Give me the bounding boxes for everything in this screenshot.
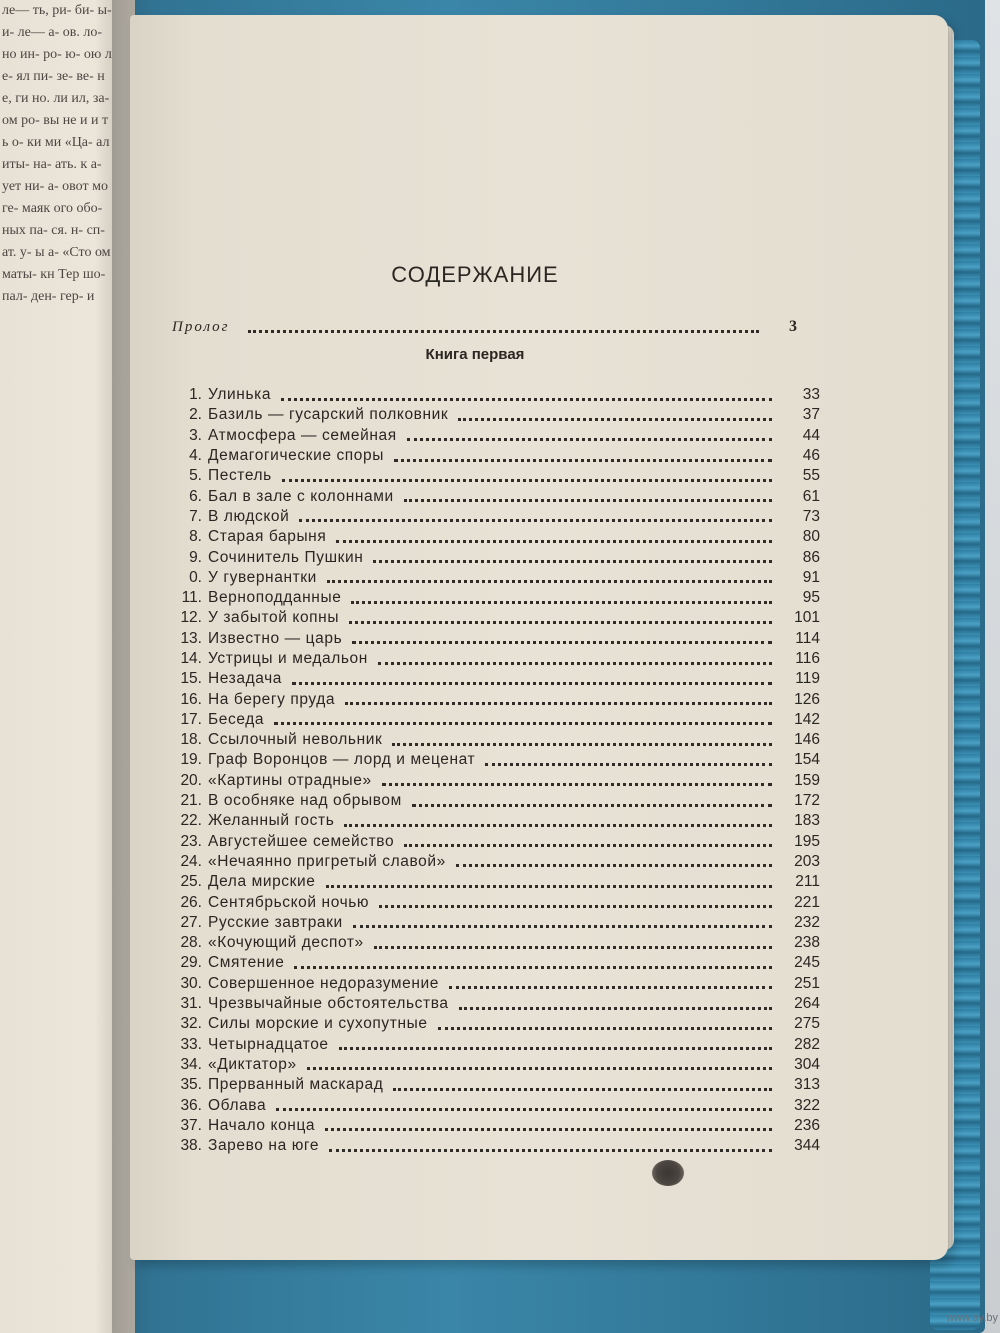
chapter-title: Дела мирские bbox=[208, 873, 316, 891]
dot-leader bbox=[339, 1047, 772, 1050]
dot-leader bbox=[392, 743, 772, 746]
left-page-text: ле— ть, ри- би- ы- и- ле— а- ов. ло- но ин- ро- ю- ою ле- ял пи- зе- ве- не, ги но. ли ил, за- ом ро- вы не и и ть о- ки ми «Ца- ал иты- на- ать. к а- ует ни- а- овот моге- маяк ого обо- ных па- ся. н- сп- ат. у- ы а- «Сто ом маты- кн Тер шо- пал- ден- гер- и bbox=[2, 3, 112, 304]
chapter-number: 19. bbox=[180, 751, 202, 769]
chapter-title: Демагогические споры bbox=[208, 447, 384, 465]
chapter-number: 11. bbox=[181, 589, 202, 607]
dot-leader bbox=[292, 682, 772, 685]
chapter-title: Желанный гость bbox=[208, 812, 335, 830]
chapter-page: 275 bbox=[794, 1015, 820, 1033]
chapter-number: 0. bbox=[189, 568, 202, 586]
chapter-title: Пестель bbox=[208, 467, 272, 485]
chapter-title: Смятение bbox=[208, 954, 285, 972]
chapter-title: Известно — царь bbox=[208, 629, 343, 647]
chapter-number: 36. bbox=[180, 1096, 202, 1114]
chapter-entry bbox=[168, 710, 820, 730]
dot-leader bbox=[485, 763, 772, 766]
chapter-entry bbox=[168, 689, 820, 709]
chapter-title: Русские завтраки bbox=[208, 913, 343, 931]
chapter-title: В особняке над обрывом bbox=[208, 792, 402, 810]
chapter-entry bbox=[168, 933, 820, 953]
chapter-title: Чрезвычайные обстоятельства bbox=[208, 995, 449, 1013]
chapter-title: У гувернантки bbox=[208, 568, 317, 586]
dot-leader bbox=[336, 540, 772, 543]
chapter-entry bbox=[168, 426, 820, 446]
chapter-title: Прерванный маскарад bbox=[208, 1076, 384, 1094]
chapter-page: 313 bbox=[794, 1076, 820, 1094]
chapter-entry bbox=[168, 466, 820, 486]
chapter-entry bbox=[168, 1055, 820, 1075]
chapter-page: 146 bbox=[794, 731, 820, 749]
dot-leader bbox=[352, 641, 772, 644]
chapter-number: 2. bbox=[189, 406, 202, 424]
chapter-entry bbox=[168, 913, 820, 933]
chapter-number: 26. bbox=[180, 893, 202, 911]
chapter-title: Облава bbox=[208, 1096, 267, 1114]
chapter-page: 264 bbox=[794, 995, 820, 1013]
dot-leader bbox=[458, 418, 772, 421]
chapter-entry bbox=[168, 405, 820, 425]
prologue-page: 3 bbox=[789, 318, 797, 335]
chapter-entry bbox=[168, 547, 820, 567]
dot-leader bbox=[449, 986, 772, 989]
chapter-page: 114 bbox=[795, 629, 820, 647]
dot-leader bbox=[412, 804, 772, 807]
chapter-number: 28. bbox=[180, 934, 202, 952]
chapter-title: «Картины отрадные» bbox=[208, 771, 372, 789]
chapter-number: 6. bbox=[189, 487, 202, 505]
dot-leader bbox=[299, 519, 772, 522]
chapter-entry bbox=[168, 730, 820, 750]
chapter-page: 95 bbox=[802, 589, 820, 607]
chapter-page: 245 bbox=[794, 954, 820, 972]
chapter-page: 37 bbox=[802, 406, 820, 424]
prologue-label: Пролог bbox=[172, 318, 230, 335]
chapter-entry bbox=[168, 1136, 820, 1156]
chapter-page: 238 bbox=[794, 934, 820, 952]
chapter-number: 3. bbox=[189, 426, 202, 444]
dot-leader bbox=[378, 662, 772, 665]
chapter-page: 221 bbox=[794, 893, 820, 911]
chapter-entry bbox=[168, 832, 820, 852]
chapter-number: 1. bbox=[189, 386, 202, 404]
chapter-number: 38. bbox=[180, 1137, 202, 1155]
dot-leader bbox=[294, 966, 772, 969]
chapter-page: 116 bbox=[795, 650, 820, 667]
chapter-entry bbox=[168, 994, 820, 1014]
chapter-title: Верноподданные bbox=[208, 589, 342, 607]
chapter-entry bbox=[168, 1116, 820, 1136]
chapter-page: 183 bbox=[794, 812, 820, 830]
dot-leader bbox=[404, 499, 772, 502]
chapter-page: 344 bbox=[794, 1137, 820, 1155]
dot-leader bbox=[404, 844, 772, 847]
dot-leader bbox=[248, 330, 759, 333]
chapter-entry bbox=[168, 649, 820, 669]
dot-leader bbox=[274, 722, 772, 725]
toc-title: СОДЕРЖАНИЕ bbox=[391, 262, 559, 287]
dot-leader bbox=[382, 783, 772, 786]
chapter-entry bbox=[168, 1035, 820, 1055]
chapter-number: 32. bbox=[180, 1015, 202, 1033]
dot-leader bbox=[307, 1067, 772, 1070]
chapter-number: 13. bbox=[180, 629, 202, 647]
chapter-entry bbox=[168, 486, 820, 506]
chapter-page: 203 bbox=[794, 852, 820, 870]
chapter-title: Беседа bbox=[208, 710, 265, 728]
chapter-entry bbox=[168, 588, 820, 608]
chapter-title: Четырнадцатое bbox=[208, 1035, 329, 1053]
chapter-page: 282 bbox=[794, 1035, 820, 1053]
chapter-entry bbox=[168, 974, 820, 994]
watermark: www.ay.by bbox=[946, 1312, 998, 1324]
chapter-title: Бал в зале с колоннами bbox=[208, 487, 394, 505]
chapter-number: 34. bbox=[180, 1055, 202, 1073]
chapter-number: 5. bbox=[189, 467, 202, 485]
chapter-page: 159 bbox=[794, 771, 820, 789]
chapter-page: 304 bbox=[794, 1055, 820, 1073]
chapter-page: 91 bbox=[802, 568, 820, 586]
chapter-number: 24. bbox=[180, 852, 202, 870]
chapter-entry bbox=[168, 385, 820, 405]
chapter-title: Зарево на юге bbox=[208, 1137, 320, 1155]
chapter-title: Незадача bbox=[208, 670, 283, 688]
chapter-entry bbox=[168, 629, 820, 649]
chapter-number: 7. bbox=[189, 507, 202, 525]
chapter-number: 30. bbox=[180, 974, 202, 992]
chapter-title: Ссылочный невольник bbox=[208, 731, 383, 749]
chapter-page: 211 bbox=[795, 873, 820, 891]
dot-leader bbox=[344, 824, 772, 827]
chapter-title: Сентябрьской ночью bbox=[208, 893, 370, 911]
chapter-title: Улинька bbox=[208, 386, 272, 404]
dot-leader bbox=[456, 864, 772, 867]
chapter-entry bbox=[168, 507, 820, 527]
chapter-number: 18. bbox=[180, 731, 202, 749]
chapter-number: 9. bbox=[189, 548, 202, 566]
chapter-number: 37. bbox=[180, 1116, 202, 1134]
chapter-page: 195 bbox=[794, 832, 820, 850]
chapter-number: 29. bbox=[180, 954, 202, 972]
chapter-number: 8. bbox=[189, 528, 202, 546]
chapter-entry bbox=[168, 1014, 820, 1034]
chapter-number: 25. bbox=[180, 873, 202, 891]
dot-leader bbox=[373, 560, 772, 563]
chapter-page: 172 bbox=[794, 792, 820, 810]
chapter-title: Августейшее семейство bbox=[208, 832, 395, 850]
chapter-page: 44 bbox=[802, 426, 820, 444]
chapter-entry bbox=[168, 872, 820, 892]
chapter-page: 232 bbox=[794, 913, 820, 931]
dot-leader bbox=[353, 925, 772, 928]
chapter-entry bbox=[168, 750, 820, 770]
dot-leader bbox=[438, 1027, 772, 1030]
dot-leader bbox=[351, 601, 772, 604]
dot-leader bbox=[394, 459, 772, 462]
prologue-entry bbox=[172, 314, 797, 340]
chapter-page: 86 bbox=[802, 548, 820, 566]
chapter-title: «Диктатор» bbox=[208, 1055, 297, 1073]
chapter-number: 14. bbox=[180, 650, 202, 667]
chapter-page: 142 bbox=[794, 710, 820, 728]
dot-leader bbox=[327, 580, 772, 583]
chapter-page: 33 bbox=[802, 386, 820, 404]
chapter-page: 126 bbox=[794, 690, 820, 708]
chapter-number: 21. bbox=[180, 792, 202, 810]
dot-leader bbox=[329, 1149, 772, 1152]
dot-leader bbox=[326, 885, 772, 888]
chapter-page: 154 bbox=[794, 751, 820, 769]
chapter-title: Базиль — гусарский полковник bbox=[208, 406, 449, 424]
chapter-page: 55 bbox=[802, 467, 820, 485]
dot-leader bbox=[276, 1108, 772, 1111]
chapter-number: 22. bbox=[180, 812, 202, 830]
chapter-number: 12. bbox=[180, 609, 202, 627]
dot-leader bbox=[379, 905, 772, 908]
chapter-entry bbox=[168, 527, 820, 547]
dot-leader bbox=[281, 398, 772, 401]
chapter-page: 236 bbox=[794, 1116, 820, 1134]
chapter-list bbox=[168, 385, 820, 1156]
chapter-page: 322 bbox=[794, 1096, 820, 1114]
chapter-entry bbox=[168, 771, 820, 791]
chapter-entry bbox=[168, 608, 820, 628]
chapter-page: 101 bbox=[794, 609, 820, 627]
chapter-entry bbox=[168, 1095, 820, 1115]
chapter-title: Устрицы и медальон bbox=[208, 650, 368, 667]
chapter-entry bbox=[168, 1075, 820, 1095]
chapter-entry bbox=[168, 811, 820, 831]
chapter-page: 119 bbox=[795, 670, 820, 688]
dot-leader bbox=[393, 1088, 772, 1091]
chapter-title: Старая барыня bbox=[208, 528, 327, 546]
chapter-page: 80 bbox=[802, 528, 820, 546]
chapter-title: «Кочующий деспот» bbox=[208, 934, 364, 952]
chapter-entry bbox=[168, 953, 820, 973]
dot-leader bbox=[407, 438, 772, 441]
chapter-entry bbox=[168, 791, 820, 811]
chapter-title: В людской bbox=[208, 507, 290, 525]
chapter-number: 17. bbox=[180, 710, 202, 728]
chapter-page: 61 bbox=[802, 487, 820, 505]
chapter-entry bbox=[168, 669, 820, 689]
chapter-title: Атмосфера — семейная bbox=[208, 426, 397, 444]
ink-stain bbox=[652, 1160, 684, 1186]
chapter-title: На берегу пруда bbox=[208, 690, 336, 708]
chapter-number: 16. bbox=[180, 690, 202, 708]
chapter-entry bbox=[168, 446, 820, 466]
chapter-number: 27. bbox=[180, 913, 202, 931]
dot-leader bbox=[345, 702, 772, 705]
chapter-page: 46 bbox=[802, 447, 820, 465]
chapter-number: 15. bbox=[180, 670, 202, 688]
dot-leader bbox=[349, 621, 772, 624]
chapter-page: 251 bbox=[794, 974, 820, 992]
chapter-title: Силы морские и сухопутные bbox=[208, 1015, 428, 1033]
dot-leader bbox=[459, 1007, 772, 1010]
chapter-number: 4. bbox=[189, 447, 202, 465]
chapter-entry bbox=[168, 892, 820, 912]
chapter-entry bbox=[168, 568, 820, 588]
chapter-number: 35. bbox=[180, 1076, 202, 1094]
chapter-title: Граф Воронцов — лорд и меценат bbox=[208, 751, 476, 769]
dot-leader bbox=[325, 1128, 772, 1131]
chapter-title: Начало конца bbox=[208, 1116, 316, 1134]
section-heading: Книга первая bbox=[425, 346, 525, 363]
chapter-number: 20. bbox=[180, 771, 202, 789]
chapter-title: У забытой копны bbox=[208, 609, 340, 627]
chapter-title: Совершенное недоразумение bbox=[208, 974, 440, 992]
chapter-entry bbox=[168, 852, 820, 872]
dot-leader bbox=[282, 479, 772, 482]
chapter-page: 73 bbox=[802, 507, 820, 525]
chapter-title: «Нечаянно пригретый славой» bbox=[208, 852, 446, 870]
chapter-title: Сочинитель Пушкин bbox=[208, 548, 364, 566]
dot-leader bbox=[374, 946, 772, 949]
chapter-number: 23. bbox=[180, 832, 202, 850]
chapter-number: 33. bbox=[180, 1035, 202, 1053]
chapter-number: 31. bbox=[180, 995, 202, 1013]
